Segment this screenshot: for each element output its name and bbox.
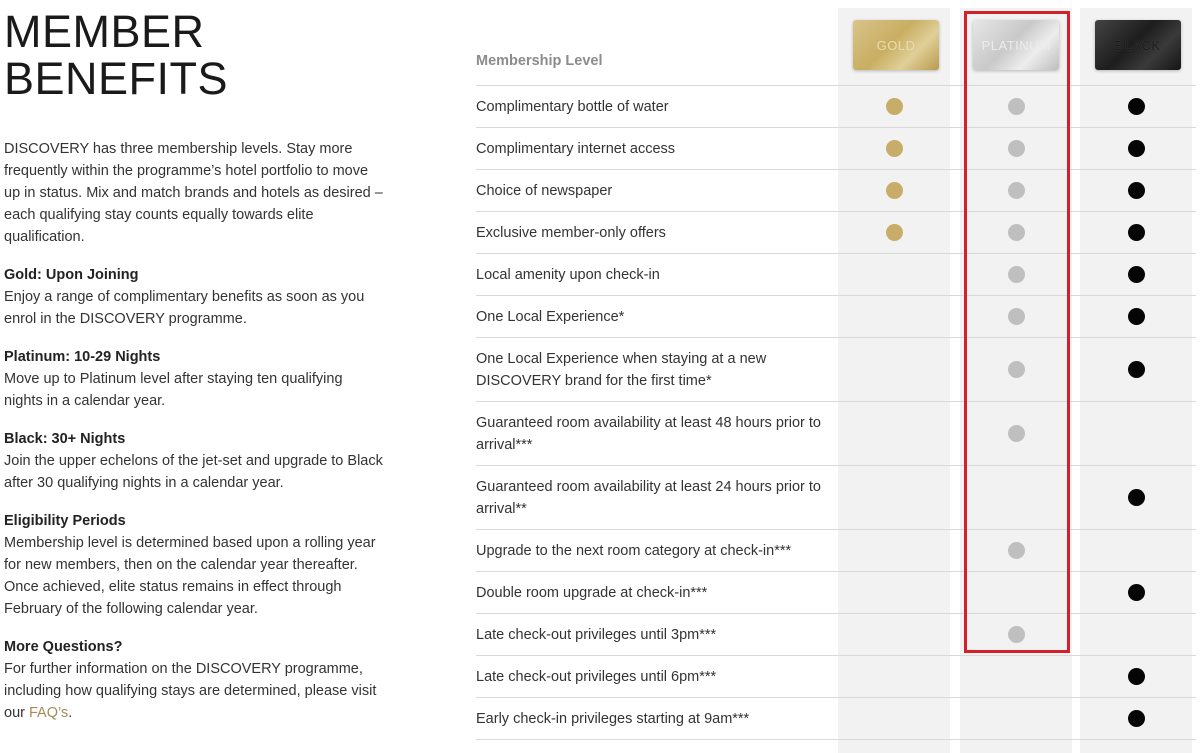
platinum-cell: [960, 466, 1072, 529]
black-benefit-dot: [1128, 361, 1145, 378]
black-cell: [1080, 170, 1192, 211]
section-more-questions: [4, 636, 384, 724]
black-benefit-dot: [1128, 308, 1145, 325]
table-row: [476, 169, 1196, 211]
section-gold: [4, 264, 384, 330]
section-body: Join the upper echelons of the jet-set and upgrade to Black after 30 qualifying nights in a calendar year.: [4, 453, 383, 491]
section-platinum: [4, 346, 384, 412]
black-cell: [1080, 402, 1192, 465]
section-body: Enjoy a range of complimentary benefits as soon as you enrol in the DISCOVERY programme.: [4, 289, 365, 327]
table-row: [476, 571, 1196, 613]
platinum-benefit-dot: [1008, 425, 1025, 442]
gold-benefit-dot: [886, 182, 903, 199]
platinum-cell: [960, 212, 1072, 253]
black-benefit-dot: [1128, 224, 1145, 241]
platinum-benefit-dot: [1008, 182, 1025, 199]
benefit-label: Exclusive member-only offers: [476, 224, 666, 241]
gold-card: GOLD: [853, 20, 939, 70]
black-cell: [1080, 128, 1192, 169]
benefit-label: Complimentary internet access: [476, 140, 676, 157]
black-benefit-dot: [1128, 98, 1145, 115]
page-title: [4, 8, 384, 102]
membership-level-header: Membership Level: [476, 53, 603, 69]
gold-cell: [838, 128, 950, 169]
section-heading: Gold: Upon Joining: [4, 267, 139, 283]
platinum-cell: [960, 530, 1072, 571]
benefit-label: Late check-out privileges until 6pm***: [476, 668, 717, 685]
black-cell: [1080, 296, 1192, 337]
black-cell: [1080, 530, 1192, 571]
benefit-label: Upgrade to the next room category at check-in***: [476, 542, 792, 559]
platinum-cell: [960, 402, 1072, 465]
table-row: [476, 295, 1196, 337]
questions-end: .: [68, 705, 73, 721]
benefit-label: Early check-in privileges starting at 9am***: [476, 710, 750, 727]
black-benefit-dot: [1128, 668, 1145, 685]
platinum-benefit-dot: [1008, 140, 1025, 157]
black-benefit-dot: [1128, 489, 1145, 506]
gold-benefit-dot: [886, 140, 903, 157]
platinum-benefit-dot: [1008, 626, 1025, 643]
platinum-cell: [960, 296, 1072, 337]
black-cell: [1080, 656, 1192, 697]
gold-cell: [838, 338, 950, 401]
benefits-table: [476, 0, 1196, 753]
section-black: [4, 428, 384, 494]
section-body: [4, 658, 384, 724]
black-card: BLACK: [1095, 20, 1181, 70]
benefit-label: Guaranteed room availability at least 24 hours prior to arrival**: [476, 478, 821, 517]
platinum-cell: [960, 614, 1072, 655]
section-heading: Black: 30+ Nights: [4, 431, 126, 447]
gold-cell: [838, 698, 950, 739]
table-row: [476, 127, 1196, 169]
gold-benefit-dot: [886, 98, 903, 115]
table-row: [476, 337, 1196, 401]
table-row: [476, 465, 1196, 529]
gold-cell: [838, 572, 950, 613]
black-cell: [1080, 698, 1192, 739]
gold-cell: [838, 656, 950, 697]
benefit-rows: [476, 85, 1196, 740]
gold-cell: [838, 466, 950, 529]
platinum-benefit-dot: [1008, 224, 1025, 241]
gold-cell: [838, 296, 950, 337]
table-row: [476, 613, 1196, 655]
gold-cell: [838, 614, 950, 655]
platinum-cell: [960, 656, 1072, 697]
gold-cell: [838, 530, 950, 571]
section-heading: Platinum: 10-29 Nights: [4, 349, 161, 365]
platinum-benefit-dot: [1008, 542, 1025, 559]
black-benefit-dot: [1128, 266, 1145, 283]
section-body: Membership level is determined based upon a rolling year for new members, then on the calendar year thereafter. Once achieved, elite status remains in effect through February of the following calendar year.: [4, 535, 376, 617]
platinum-benefit-dot: [1008, 308, 1025, 325]
table-row: [476, 529, 1196, 571]
gold-cell: [838, 170, 950, 211]
gold-cell: [838, 402, 950, 465]
gold-cell: [838, 86, 950, 127]
table-row: [476, 655, 1196, 697]
black-cell: [1080, 466, 1192, 529]
benefit-label: One Local Experience when staying at a new DISCOVERY brand for the first time*: [476, 350, 767, 389]
benefit-label: Complimentary bottle of water: [476, 98, 669, 115]
table-row: [476, 253, 1196, 295]
black-cell: [1080, 254, 1192, 295]
platinum-cell: [960, 128, 1072, 169]
section-heading: Eligibility Periods: [4, 513, 126, 529]
table-bottom-rule: [476, 739, 1196, 740]
platinum-cell: [960, 572, 1072, 613]
benefit-label: Choice of newspaper: [476, 182, 613, 199]
gold-cell: [838, 212, 950, 253]
section-heading: More Questions?: [4, 639, 123, 655]
table-row: [476, 211, 1196, 253]
benefit-label: Local amenity upon check-in: [476, 266, 660, 283]
black-benefit-dot: [1128, 710, 1145, 727]
platinum-card: PLATINUM: [973, 20, 1059, 70]
page-title-line-1: MEMBER: [4, 6, 205, 57]
faq-link[interactable]: FAQ’s: [29, 705, 69, 721]
black-cell: [1080, 86, 1192, 127]
page-title-line-2: BENEFITS: [4, 53, 229, 104]
platinum-benefit-dot: [1008, 266, 1025, 283]
table-row: [476, 401, 1196, 465]
black-cell: [1080, 212, 1192, 253]
benefit-label: One Local Experience*: [476, 308, 625, 325]
benefit-label: Late check-out privileges until 3pm***: [476, 626, 717, 643]
platinum-cell: [960, 86, 1072, 127]
black-benefit-dot: [1128, 182, 1145, 199]
black-benefit-dot: [1128, 584, 1145, 601]
black-cell: [1080, 572, 1192, 613]
black-cell: [1080, 614, 1192, 655]
platinum-cell: [960, 338, 1072, 401]
benefit-label: Double room upgrade at check-in***: [476, 584, 708, 601]
platinum-benefit-dot: [1008, 98, 1025, 115]
section-body: Move up to Platinum level after staying ten qualifying nights in a calendar year.: [4, 371, 343, 409]
table-row: [476, 85, 1196, 127]
platinum-cell: [960, 698, 1072, 739]
platinum-cell: [960, 254, 1072, 295]
black-cell: [1080, 338, 1192, 401]
info-panel: [4, 0, 384, 724]
questions-text: For further information on the DISCOVERY programme, including how qualifying stays are determined, please visit our: [4, 661, 377, 721]
benefit-label: Guaranteed room availability at least 48 hours prior to arrival***: [476, 414, 821, 453]
black-benefit-dot: [1128, 140, 1145, 157]
platinum-benefit-dot: [1008, 361, 1025, 378]
platinum-cell: [960, 170, 1072, 211]
table-row: [476, 697, 1196, 739]
gold-cell: [838, 254, 950, 295]
section-eligibility: [4, 510, 384, 620]
intro-text: DISCOVERY has three membership levels. Stay more frequently within the programme’s hotel portfolio to move up in status. Mix and match brands and hotels as desired – each qualifying stay counts equally towards elite qualification.: [4, 141, 383, 245]
gold-benefit-dot: [886, 224, 903, 241]
